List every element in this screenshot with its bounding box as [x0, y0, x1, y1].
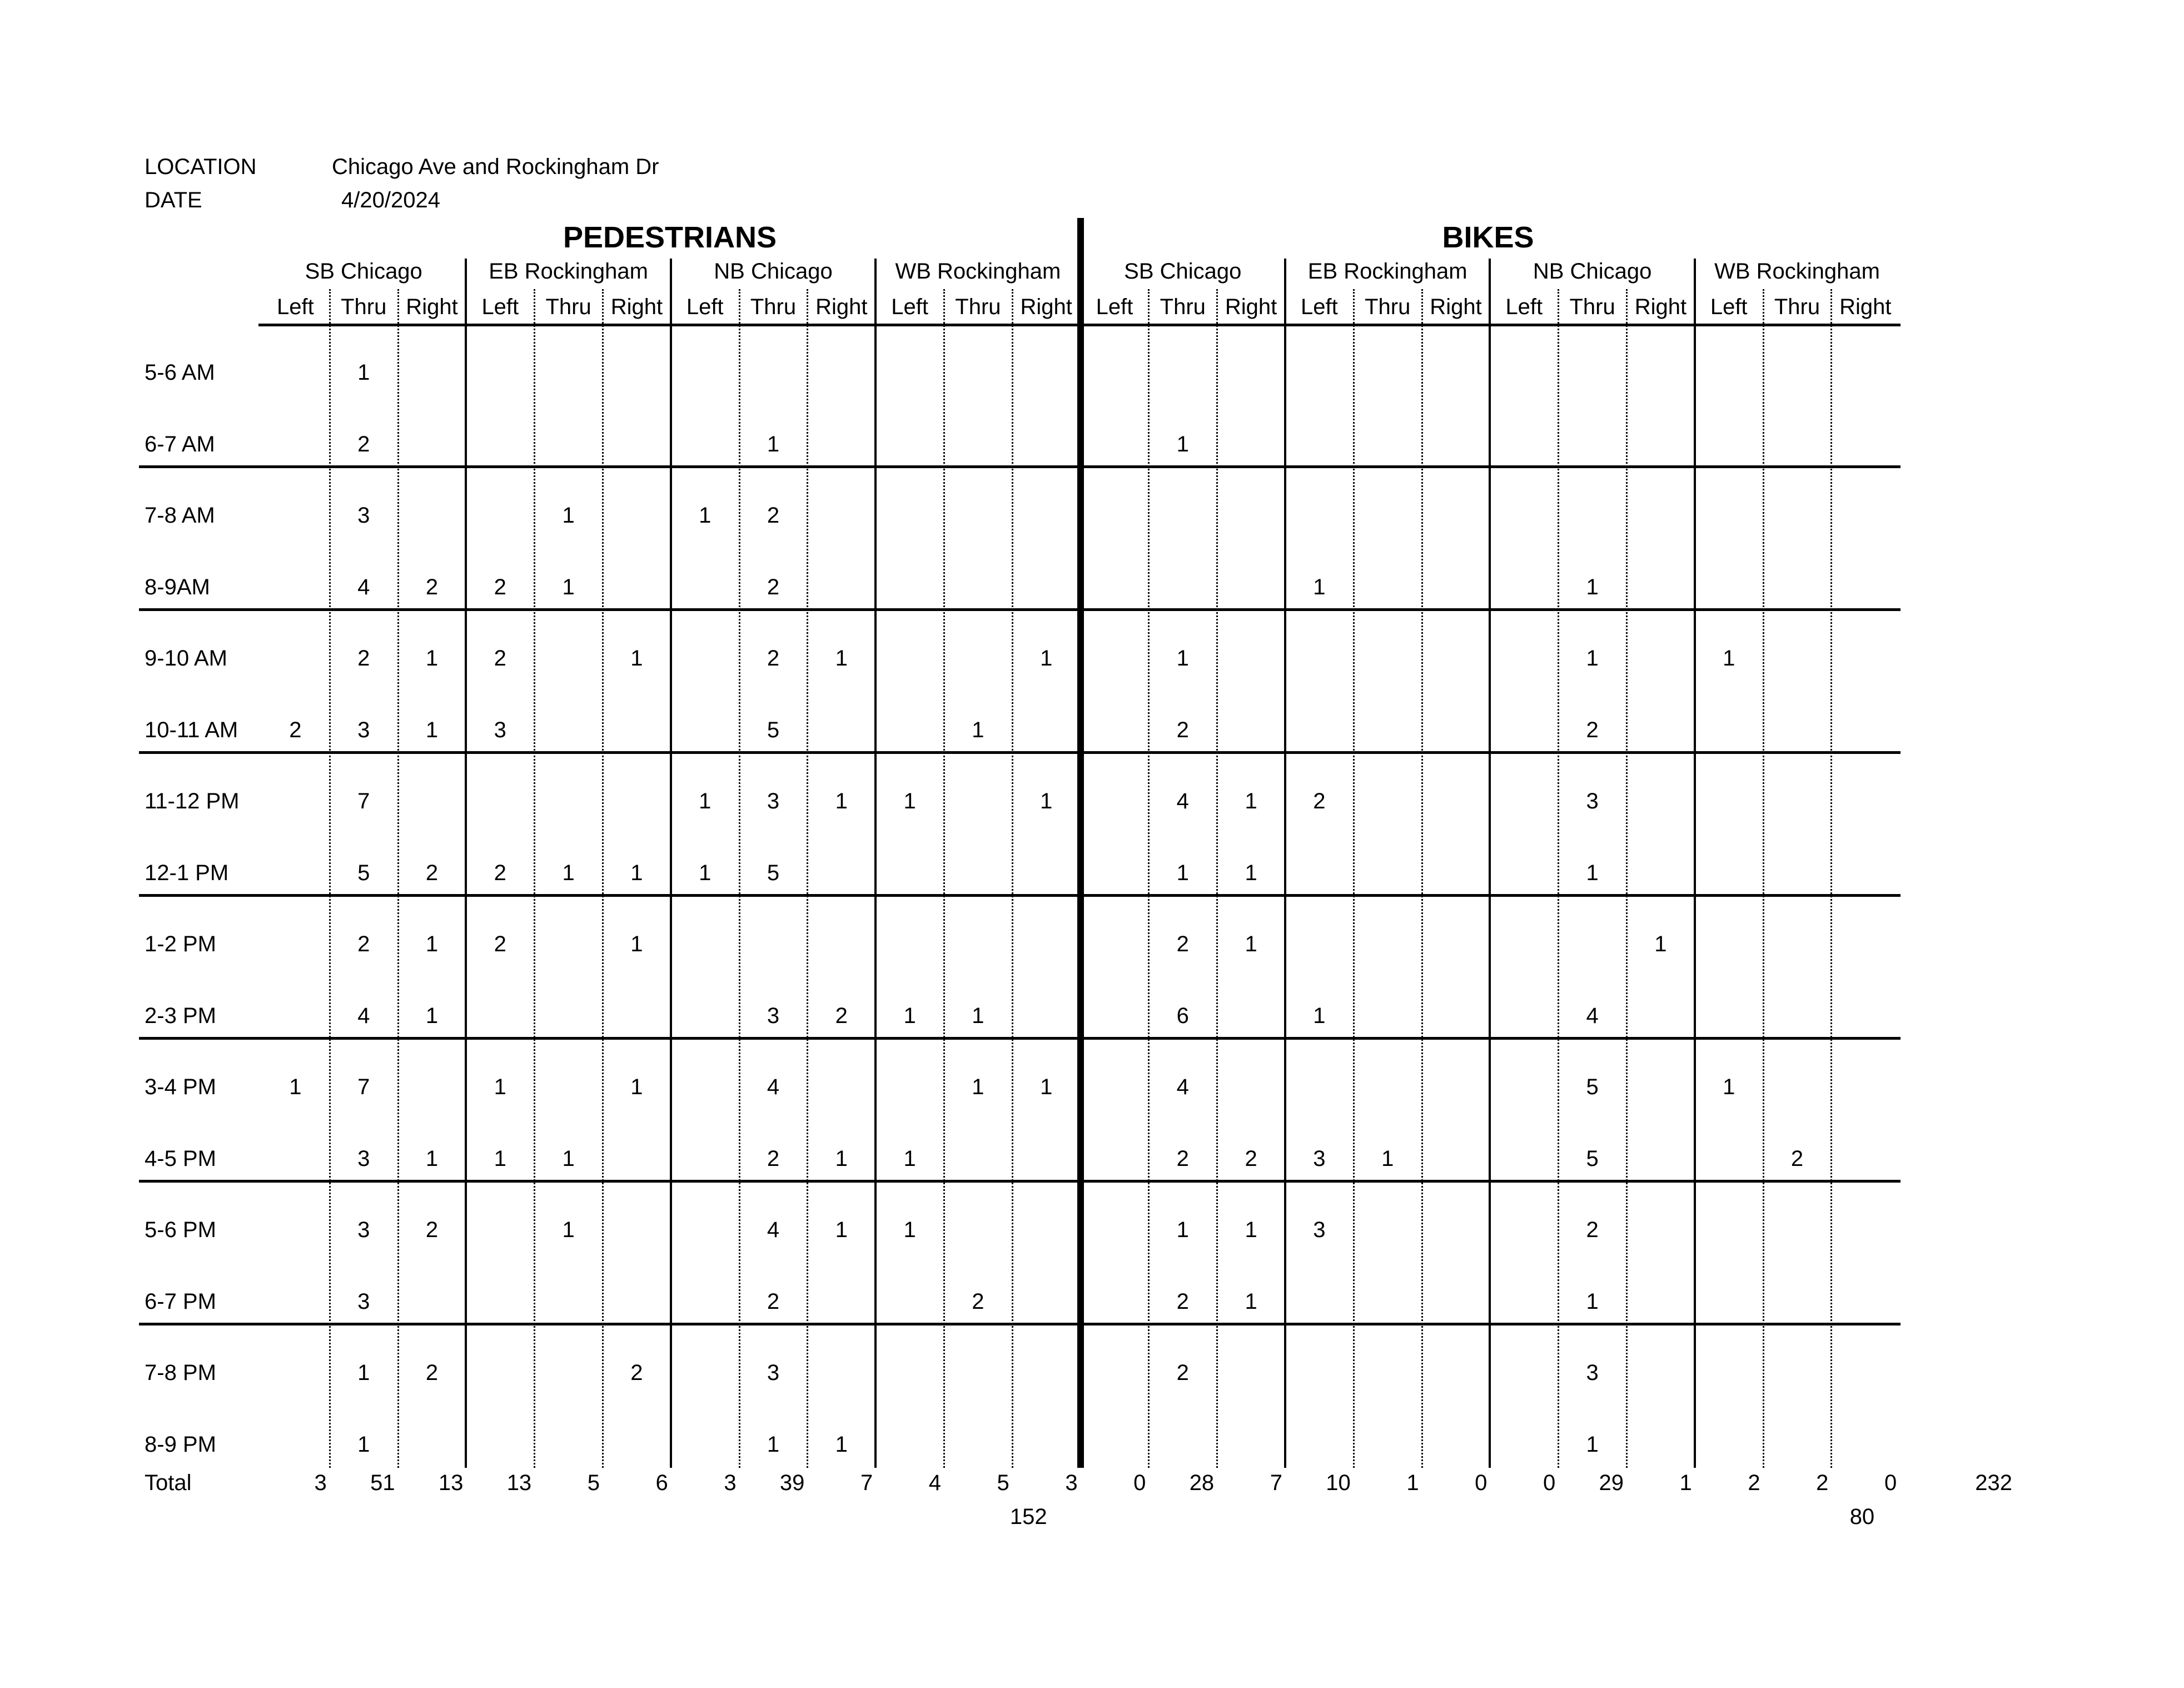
total-cell: 2 [1816, 1471, 1829, 1495]
count-cell: 1 [357, 360, 370, 385]
count-cell: 2 [1176, 717, 1189, 742]
count-cell: 2 [494, 646, 506, 671]
count-cell: 1 [699, 860, 712, 885]
approach-header: EB Rockingham [1307, 259, 1467, 284]
movement-header: Left [1505, 295, 1543, 319]
movement-header: Left [891, 295, 928, 319]
count-cell: 1 [425, 717, 439, 742]
pedestrian-subtotal: 152 [1009, 1505, 1047, 1529]
time-period-label: 4-5 PM [145, 1146, 216, 1171]
hour-pair-divider [139, 608, 1901, 611]
time-period-label: 10-11 AM [145, 717, 238, 742]
count-cell: 1 [903, 1003, 916, 1028]
total-cell: 7 [1270, 1471, 1282, 1495]
approach-divider [1284, 259, 1286, 1468]
movement-header: Left [686, 295, 724, 319]
approach-header: EB Rockingham [489, 259, 648, 284]
movement-header: Right [1225, 295, 1277, 319]
count-cell: 1 [562, 1146, 575, 1171]
count-cell: 4 [1176, 789, 1189, 813]
count-cell: 1 [1245, 860, 1257, 885]
movement-header: Thru [341, 295, 387, 319]
count-cell: 2 [425, 574, 439, 599]
movement-header: Thru [1569, 295, 1615, 319]
total-cell: 3 [314, 1471, 327, 1495]
count-cell: 2 [767, 1146, 780, 1171]
count-cell: 1 [835, 789, 848, 813]
count-cell: 1 [767, 431, 780, 456]
time-period-label: 9-10 AM [145, 646, 227, 671]
count-cell: 3 [357, 1218, 370, 1242]
date-label: DATE [145, 188, 202, 212]
count-cell: 1 [903, 1218, 916, 1242]
count-cell: 2 [1176, 1146, 1189, 1171]
total-cell: 3 [724, 1471, 737, 1495]
total-cell: 10 [1326, 1471, 1351, 1495]
section-divider [1077, 218, 1084, 1468]
count-cell: 2 [1586, 1218, 1599, 1242]
count-cell: 2 [1586, 717, 1599, 742]
approach-header: SB Chicago [1124, 259, 1242, 284]
movement-header: Right [610, 295, 663, 319]
total-cell: 7 [860, 1471, 873, 1495]
count-cell: 1 [835, 646, 848, 671]
count-cell: 1 [1723, 1075, 1735, 1099]
count-cell: 1 [1245, 789, 1257, 813]
count-cell: 1 [699, 503, 712, 528]
movement-header: Right [1634, 295, 1687, 319]
count-cell: 2 [767, 574, 780, 599]
count-cell: 1 [1040, 646, 1053, 671]
count-cell: 4 [767, 1218, 780, 1242]
count-cell: 1 [699, 789, 712, 813]
movement-header: Right [1020, 295, 1072, 319]
total-cell: 28 [1189, 1471, 1215, 1495]
total-cell: 51 [370, 1471, 395, 1495]
total-cell: 13 [438, 1471, 464, 1495]
movement-header: Left [481, 295, 519, 319]
approach-header: SB Chicago [305, 259, 422, 284]
count-cell: 1 [357, 1361, 370, 1385]
total-cell: 4 [928, 1471, 941, 1495]
count-cell: 1 [903, 1146, 916, 1171]
movement-header: Thru [955, 295, 1001, 319]
count-cell: 4 [767, 1075, 780, 1099]
count-cell: 3 [767, 1361, 780, 1385]
count-cell: 2 [1245, 1146, 1257, 1171]
count-cell: 1 [903, 789, 916, 813]
movement-header: Thru [750, 295, 797, 319]
count-cell: 3 [357, 503, 370, 528]
count-cell: 1 [562, 860, 575, 885]
count-cell: 3 [357, 1146, 370, 1171]
bike-subtotal: 80 [1849, 1505, 1875, 1529]
count-cell: 1 [1586, 646, 1599, 671]
hour-pair-divider [139, 1180, 1901, 1183]
count-cell: 1 [835, 1432, 848, 1457]
count-cell: 1 [1176, 431, 1189, 456]
count-cell: 1 [767, 1432, 780, 1457]
count-cell: 2 [1176, 932, 1189, 956]
count-cell: 1 [630, 646, 643, 671]
count-cell: 2 [835, 1003, 848, 1028]
count-cell: 2 [425, 1361, 439, 1385]
hour-pair-divider [139, 1323, 1901, 1325]
time-period-label: 1-2 PM [145, 932, 216, 956]
movement-header: Thru [1365, 295, 1411, 319]
count-cell: 2 [1790, 1146, 1804, 1171]
time-period-label: 7-8 PM [145, 1361, 216, 1385]
count-cell: 1 [1245, 1289, 1257, 1314]
movement-header: Left [277, 295, 314, 319]
count-cell: 4 [357, 574, 370, 599]
count-cell: 3 [767, 1003, 780, 1028]
count-cell: 3 [357, 1289, 370, 1314]
time-period-label: 11-12 PM [145, 789, 240, 813]
movement-header: Right [1430, 295, 1482, 319]
count-cell: 1 [1586, 574, 1599, 599]
time-period-label: 7-8 AM [145, 503, 215, 528]
location-value: Chicago Ave and Rockingham Dr [332, 155, 659, 179]
count-cell: 1 [1176, 860, 1189, 885]
approach-divider [874, 259, 877, 1468]
count-cell: 1 [1176, 1218, 1189, 1242]
approach-header: WB Rockingham [895, 259, 1061, 284]
total-label: Total [145, 1471, 192, 1495]
count-cell: 1 [835, 1146, 848, 1171]
count-cell: 1 [1654, 932, 1667, 956]
count-cell: 1 [562, 503, 575, 528]
count-cell: 2 [494, 860, 506, 885]
count-cell: 1 [972, 717, 984, 742]
time-period-label: 5-6 AM [145, 360, 215, 385]
total-cell: 0 [1133, 1471, 1146, 1495]
time-period-label: 8-9 PM [145, 1432, 216, 1457]
time-period-label: 5-6 PM [145, 1218, 216, 1242]
count-cell: 1 [630, 932, 643, 956]
count-cell: 2 [425, 860, 439, 885]
count-cell: 1 [972, 1075, 984, 1099]
count-cell: 1 [1381, 1146, 1394, 1171]
count-cell: 2 [972, 1289, 984, 1314]
count-cell: 1 [1040, 1075, 1053, 1099]
time-period-label: 3-4 PM [145, 1075, 216, 1099]
count-cell: 4 [357, 1003, 370, 1028]
count-cell: 1 [835, 1218, 848, 1242]
count-cell: 1 [562, 574, 575, 599]
bikes-title: BIKES [1442, 221, 1534, 254]
approach-header: NB Chicago [714, 259, 833, 284]
total-cell: 29 [1599, 1471, 1624, 1495]
count-cell: 1 [494, 1146, 506, 1171]
time-period-label: 6-7 AM [145, 431, 215, 456]
hour-pair-divider [139, 894, 1901, 897]
movement-header: Thru [545, 295, 591, 319]
time-period-label: 12-1 PM [145, 860, 229, 885]
total-cell: 0 [1884, 1471, 1897, 1495]
count-cell: 2 [494, 574, 506, 599]
count-cell: 1 [1586, 1289, 1599, 1314]
count-cell: 3 [1586, 1361, 1599, 1385]
hour-pair-divider [139, 1037, 1901, 1040]
count-cell: 4 [1176, 1075, 1189, 1099]
pedestrians-title: PEDESTRIANS [563, 221, 777, 254]
count-cell: 1 [1586, 1432, 1599, 1457]
count-cell: 4 [1586, 1003, 1599, 1028]
total-cell: 5 [587, 1471, 600, 1495]
count-cell: 5 [767, 860, 780, 885]
total-cell: 13 [506, 1471, 532, 1495]
count-cell: 5 [767, 717, 780, 742]
total-cell: 0 [1543, 1471, 1556, 1495]
count-cell: 2 [1313, 789, 1326, 813]
count-cell: 1 [630, 1075, 643, 1099]
movement-header: Thru [1160, 295, 1206, 319]
count-cell: 1 [425, 1003, 439, 1028]
movement-header: Right [815, 295, 868, 319]
count-cell: 2 [630, 1361, 643, 1385]
total-cell: 39 [779, 1471, 805, 1495]
movement-header: Left [1301, 295, 1338, 319]
approach-divider [1694, 259, 1696, 1468]
count-cell: 2 [767, 646, 780, 671]
approach-header: NB Chicago [1533, 259, 1652, 284]
count-cell: 1 [630, 860, 643, 885]
total-cell: 1 [1679, 1471, 1692, 1495]
movement-header: Thru [1774, 295, 1820, 319]
total-cell: 6 [655, 1471, 668, 1495]
count-cell: 3 [767, 789, 780, 813]
count-cell: 2 [767, 1289, 780, 1314]
total-cell: 5 [997, 1471, 1009, 1495]
count-cell: 7 [357, 1075, 370, 1099]
count-cell: 2 [289, 717, 302, 742]
count-cell: 3 [357, 717, 370, 742]
approach-divider [1489, 259, 1491, 1468]
count-cell: 1 [357, 1432, 370, 1457]
count-cell: 1 [1586, 860, 1599, 885]
total-cell: 2 [1748, 1471, 1760, 1495]
count-cell: 5 [357, 860, 370, 885]
total-cell: 1 [1406, 1471, 1419, 1495]
movement-header: Right [1839, 295, 1892, 319]
approach-header: WB Rockingham [1714, 259, 1880, 284]
count-cell: 3 [1586, 789, 1599, 813]
count-cell: 1 [425, 1146, 439, 1171]
movement-header: Left [1096, 295, 1133, 319]
count-cell: 1 [425, 932, 439, 956]
date-value: 4/20/2024 [341, 188, 440, 212]
count-cell: 1 [972, 1003, 984, 1028]
location-label: LOCATION [145, 155, 257, 179]
count-cell: 2 [357, 431, 370, 456]
time-period-label: 6-7 PM [145, 1289, 216, 1314]
count-cell: 2 [425, 1218, 439, 1242]
count-cell: 3 [494, 717, 506, 742]
count-cell: 1 [494, 1075, 506, 1099]
grand-total: 232 [1975, 1471, 2012, 1495]
count-cell: 6 [1176, 1003, 1189, 1028]
count-cell: 3 [1313, 1218, 1326, 1242]
count-cell: 1 [1723, 646, 1735, 671]
count-cell: 2 [357, 646, 370, 671]
total-cell: 3 [1065, 1471, 1078, 1495]
approach-divider [670, 259, 672, 1468]
count-cell: 2 [1176, 1361, 1189, 1385]
count-cell: 1 [1245, 1218, 1257, 1242]
count-cell: 7 [357, 789, 370, 813]
count-cell: 1 [1040, 789, 1053, 813]
time-period-label: 2-3 PM [145, 1003, 216, 1028]
count-cell: 2 [1176, 1289, 1189, 1314]
hour-pair-divider [139, 465, 1901, 468]
time-period-label: 8-9AM [145, 574, 210, 599]
count-cell: 1 [425, 646, 439, 671]
count-cell: 2 [494, 932, 506, 956]
count-cell: 2 [767, 503, 780, 528]
count-cell: 2 [357, 932, 370, 956]
count-cell: 1 [1245, 932, 1257, 956]
movement-header: Left [1710, 295, 1748, 319]
approach-divider [465, 259, 467, 1468]
count-cell: 1 [562, 1218, 575, 1242]
count-cell: 3 [1313, 1146, 1326, 1171]
count-cell: 1 [1176, 646, 1189, 671]
hour-pair-divider [139, 751, 1901, 754]
total-cell: 0 [1475, 1471, 1487, 1495]
count-cell: 5 [1586, 1146, 1599, 1171]
movement-header: Right [406, 295, 458, 319]
count-cell: 1 [1313, 574, 1326, 599]
count-cell: 1 [1313, 1003, 1326, 1028]
count-cell: 5 [1586, 1075, 1599, 1099]
count-cell: 1 [289, 1075, 302, 1099]
